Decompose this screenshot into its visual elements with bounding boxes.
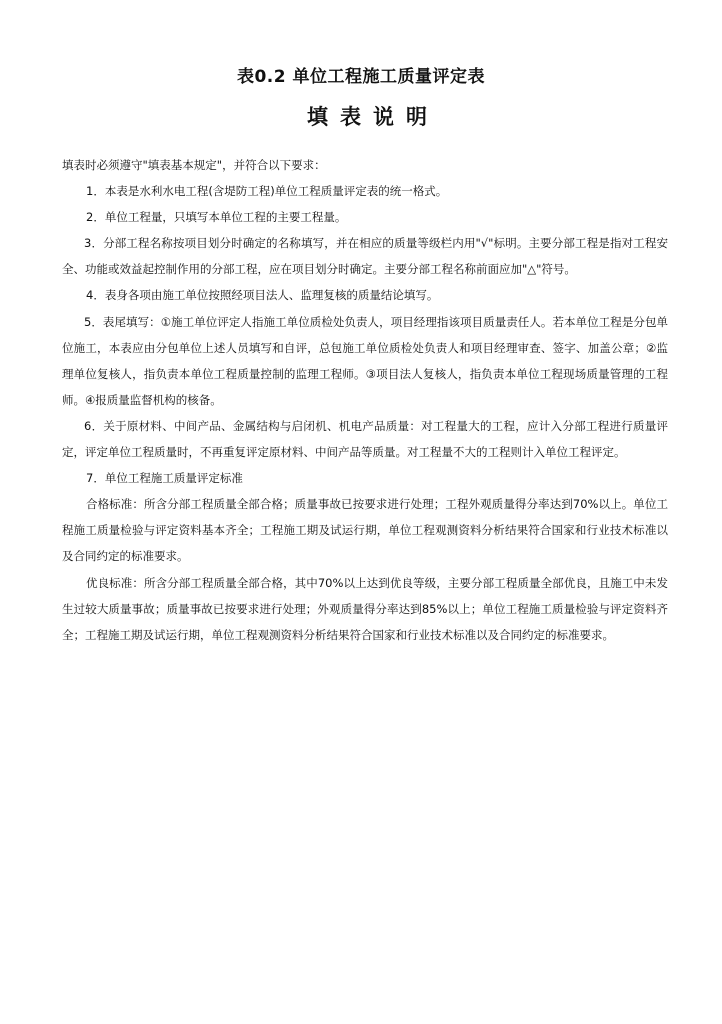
intro-paragraph: 填表时必须遵守"填表基本规定"，并符合以下要求： <box>62 158 326 172</box>
page-title: 表0.2 单位工程施工质量评定表 <box>236 67 486 87</box>
instruction-item-1: 1．本表是水利水电工程(含堤防工程)单位工程质量评定表的统一格式。 <box>86 184 448 199</box>
instruction-item-5: 5．表尾填写：①施工单位评定人指施工单位质检处负责人，项目经理指该项目质量责任人。若本单位工程是分包单位施工，本表应由分包单位上述人员填写和自评，总包施工单位质检处负责人和项目经理审查、签字、加盖公章；②监理单位复核人，指负责本单位工程质量控制的监理工程师。③项目法人复核人，指负责本单位工程现场质量管理的工程师。④报质量监督机构的核备。 <box>62 314 668 407</box>
instruction-item-7: 7．单位工程施工质量评定标准 <box>86 471 243 486</box>
excellent-standard-paragraph: 优良标准：所含分部工程质量全部合格，其中70%以上达到优良等级，主要分部工程质量全部优良，且施工中未发生过较大质量事故；质量事故已按要求进行处理；外观质量得分率达到85%以上；单位工程施工质量检验与评定资料齐全；工程施工期及试运行期，单位工程观测资料分析结果符合国家和行业技术标准以及合同约定的标准要求。 <box>62 575 668 642</box>
instruction-item-3: 3．分部工程名称按项目划分时确定的名称填写，并在相应的质量等级栏内用"√"标明。主要分部工程是指对工程安全、功能或效益起控制作用的分部工程，应在项目划分时确定。主要分部工程名称前面应加"△"符号。 <box>62 236 668 277</box>
instruction-item-6: 6．关于原材料、中间产品、金属结构与启闭机、机电产品质量：对工程量大的工程，应计入分部工程进行质量评定，评定单位工程质量时，不再重复评定原材料、中间产品等质量。对工程量不大的工程则计入单位工程评定。 <box>62 418 668 460</box>
instructions-body <box>62 152 668 648</box>
section-subtitle: 填表说明 <box>307 105 439 129</box>
instruction-item-2: 2．单位工程量，只填写本单位工程的主要工程量。 <box>86 210 347 225</box>
pass-standard-paragraph: 合格标准：所含分部工程质量全部合格；质量事故已按要求进行处理；工程外观质量得分率达到70%以上。单位工程施工质量检验与评定资料基本齐全；工程施工期及试运行期，单位工程观测资料分析结果符合国家和行业技术标准以及合同约定的标准要求。 <box>62 497 668 564</box>
instruction-item-4: 4．表身各项由施工单位按照经项目法人、监理复核的质量结论填写。 <box>86 288 439 303</box>
